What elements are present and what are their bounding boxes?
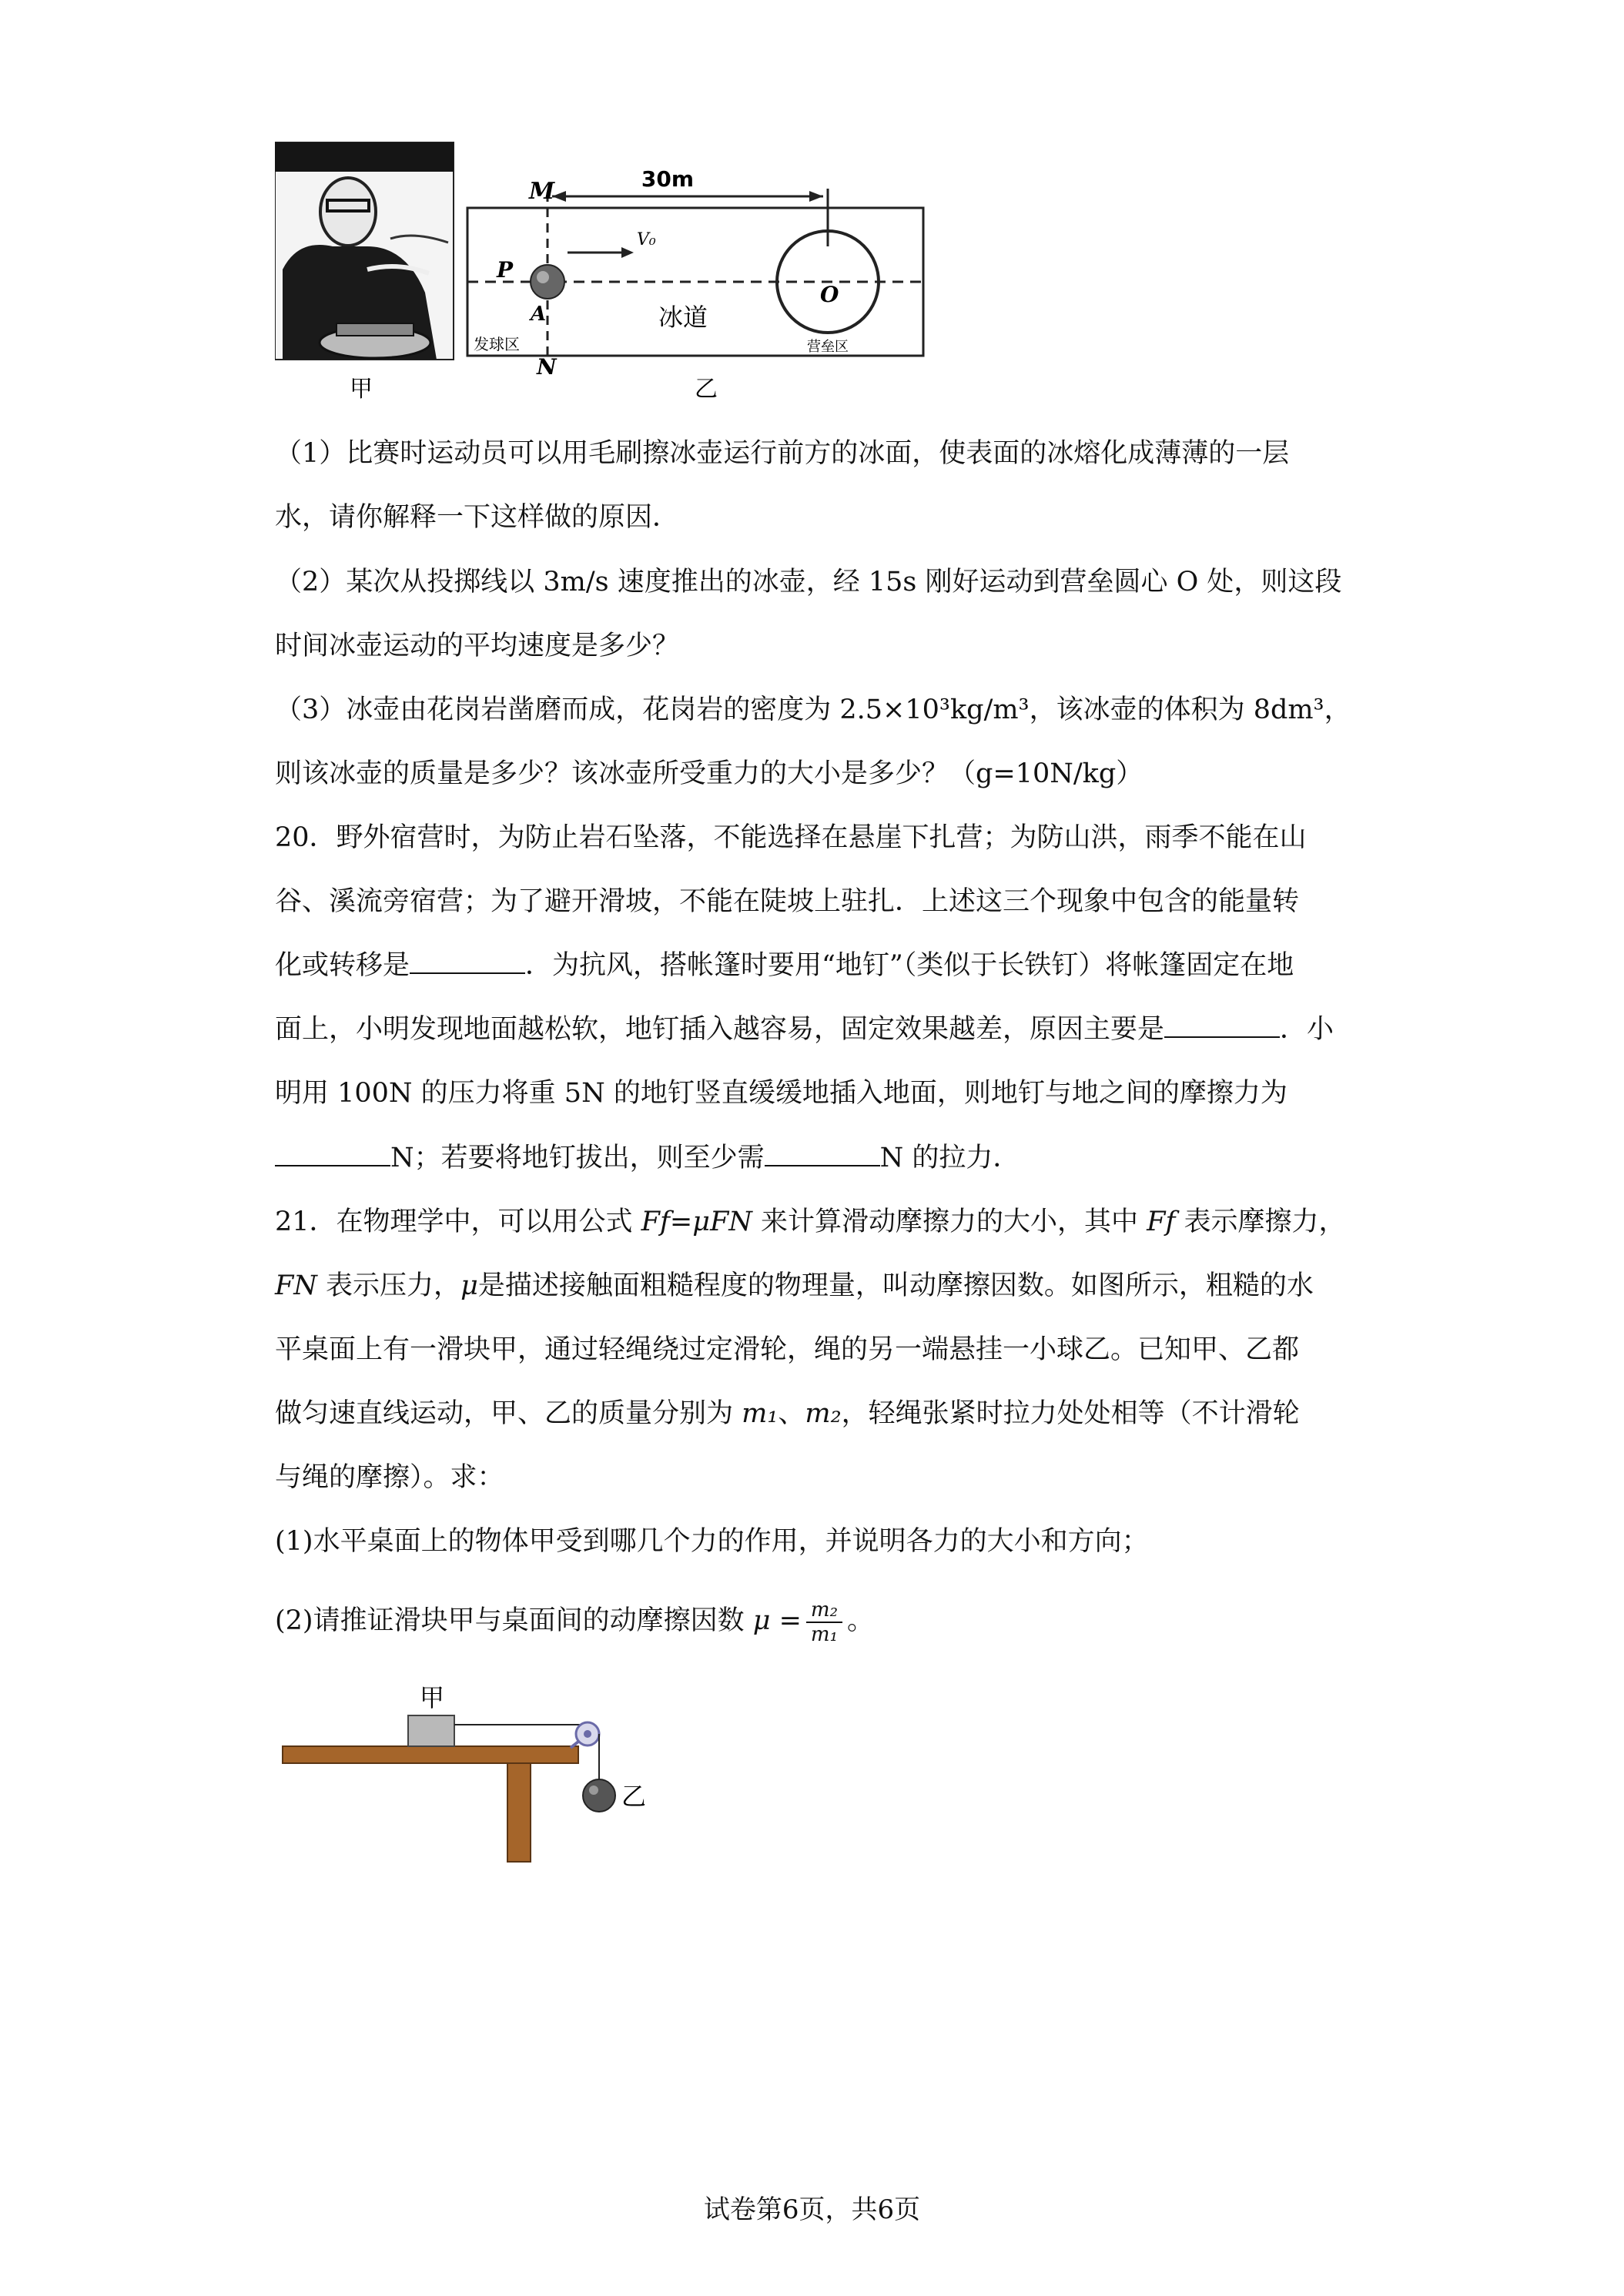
fraction-numerator: m₂ xyxy=(806,1598,842,1623)
q19-part2-line2: 时间冰壶运动的平均速度是多少？ xyxy=(275,631,680,661)
q21-line2-text-b: 是描述接触面粗糙程度的物理量，叫动摩擦因数。如图所示，粗糙的水 xyxy=(477,1270,1314,1301)
q21-part1: (1)水平桌面上的物体甲受到哪几个力的作用，并说明各力的大小和方向； xyxy=(275,1526,1149,1557)
block-jia xyxy=(408,1715,454,1746)
block-label-jia: 甲 xyxy=(420,1683,445,1712)
ball-yi xyxy=(583,1779,615,1812)
q20-line6 xyxy=(275,1142,1368,1174)
ball-label-yi: 乙 xyxy=(621,1782,647,1811)
q21-line4-text-b: ，轻绳张紧时拉力处处相等（不计滑轮 xyxy=(841,1398,1300,1429)
symbol-fn: FN xyxy=(275,1270,317,1301)
label-o: O xyxy=(820,282,839,307)
q19-part1-line1: （1）比赛时运动员可以用毛刷擦冰壶运行前方的冰面，使表面的冰熔化成薄薄的一层 xyxy=(275,438,1290,469)
symbol-m2: m₂ xyxy=(805,1398,842,1429)
q20-line4-text-b: ．小 xyxy=(1280,1014,1334,1045)
symbol-m1: m₁ xyxy=(742,1398,779,1429)
pulley-figure xyxy=(275,1671,675,1871)
diagram-label-yi: 乙 xyxy=(695,376,718,403)
q21-line1-text-c: 表示摩擦力， xyxy=(1175,1207,1346,1237)
page-footer: 试卷第6页，共6页 xyxy=(703,2194,921,2225)
answer-blank-2[interactable] xyxy=(1164,1013,1280,1038)
q21-part2 xyxy=(275,1594,1368,1648)
answer-blank-4[interactable] xyxy=(765,1142,880,1166)
q21-line1-text-b: 来计算滑动摩擦力的大小，其中 xyxy=(752,1207,1147,1237)
q19-part3-line2: 则该冰壶的质量是多少？该冰壶所受重力的大小是多少？（g=10N/kg） xyxy=(275,758,1143,789)
label-a: A xyxy=(531,303,547,326)
athlete-photo xyxy=(275,142,454,360)
q20-line4-text-a: 面上，小明发现地面越松软，地钉插入越容易，固定效果越差，原因主要是 xyxy=(275,1014,1165,1045)
q21-line4-text-a: 做匀速直线运动，甲、乙的质量分别为 xyxy=(275,1398,742,1429)
label-v0: V₀ xyxy=(637,230,656,249)
q20-line4 xyxy=(275,1013,1368,1046)
q20-line6-text-b: N 的拉力． xyxy=(879,1143,1020,1173)
fraction-denominator: m₁ xyxy=(810,1622,838,1646)
ice-track-diagram xyxy=(467,189,923,362)
label-p: P xyxy=(497,257,514,283)
pulley-axle xyxy=(584,1730,591,1738)
distance-label: 30m xyxy=(641,166,695,192)
symbol-mu: μ xyxy=(460,1270,478,1301)
q20-line3-text-a: 化或转移是 xyxy=(275,950,410,981)
q19-part3-line1: （3）冰壶由花岗岩凿磨而成，花岗岩的密度为 2.5×10³kg/m³，该冰壶的体积为 8dm³， xyxy=(275,694,1351,725)
q21-line4 xyxy=(275,1397,1368,1430)
q21-line1-text-a: 21．在物理学中，可以用公式 xyxy=(275,1207,641,1237)
ice-track-label: 冰道 xyxy=(658,303,708,332)
q20-line3-text-b: ．为抗风，搭帐篷时要用“地钉”（类似于长铁钉）将帐篷固定在地 xyxy=(525,950,1294,981)
photo-label-jia: 甲 xyxy=(350,376,373,403)
q21-part2-text-a: (2)请推证滑块甲与桌面间的动摩擦因数 xyxy=(275,1605,753,1636)
label-n: N xyxy=(537,354,557,380)
q21-line4-sep: 、 xyxy=(778,1398,805,1429)
answer-blank-3[interactable] xyxy=(275,1142,390,1166)
symbol-ff: Ff xyxy=(1147,1207,1176,1237)
q21-line2-text-a: 表示压力， xyxy=(316,1270,461,1301)
q20-line3 xyxy=(275,949,1368,982)
q21-line5: 与绳的摩擦）。求： xyxy=(275,1462,504,1493)
curling-figure xyxy=(275,139,937,404)
q21-line1 xyxy=(275,1206,1368,1238)
base-zone-label: 营垒区 xyxy=(807,339,849,355)
q20-line2: 谷、溪流旁宿营；为了避开滑坡，不能在陡坡上驻扎．上述这三个现象中包含的能量转 xyxy=(275,886,1300,917)
q21-part2-text-b: 。 xyxy=(847,1605,875,1636)
table-top xyxy=(283,1746,578,1763)
mass-ratio-fraction xyxy=(806,1598,842,1646)
q21-line2 xyxy=(275,1270,1368,1302)
q21-line3: 平桌面上有一滑块甲，通过轻绳绕过定滑轮，绳的另一端悬挂一小球乙。已知甲、乙都 xyxy=(275,1334,1300,1365)
q20-line6-text-a: N；若要将地钉拔出，则至少需 xyxy=(390,1143,765,1173)
mu-equals: μ = xyxy=(752,1605,802,1636)
label-m: M xyxy=(529,178,555,205)
q19-part2-line1: （2）某次从投掷线以 3m/s 速度推出的冰壶，经 15s 刚好运动到营垒圆心 O 处，则这段 xyxy=(275,567,1342,597)
launch-zone-label: 发球区 xyxy=(474,335,520,353)
q20-line5: 明用 100N 的压力将重 5N 的地钉竖直缓缓地插入地面，则地钉与地之间的摩擦力为 xyxy=(275,1078,1287,1109)
answer-blank-1[interactable] xyxy=(410,949,525,974)
q20-line1: 20．野外宿营时，为防止岩石坠落，不能选择在悬崖下扎营；为防山洪，雨季不能在山 xyxy=(275,822,1307,853)
table-leg xyxy=(507,1763,531,1862)
friction-formula: Ff=μFN xyxy=(641,1207,752,1237)
q19-part1-line2: 水，请你解释一下这样做的原因． xyxy=(275,502,680,533)
